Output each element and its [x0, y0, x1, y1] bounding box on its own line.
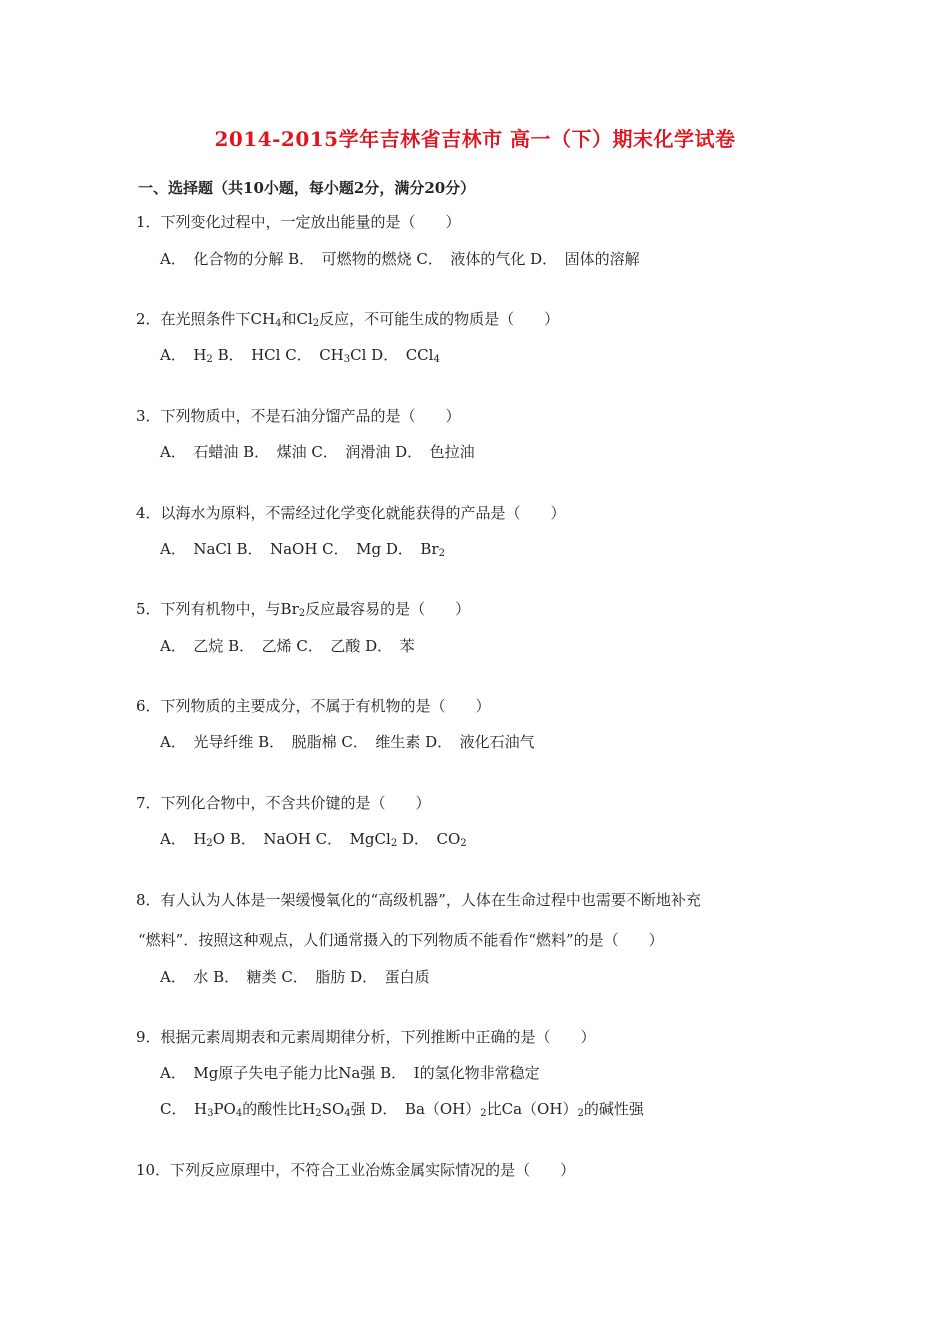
- question-9-options-continued: C． $H_3PO_4$的酸性比$H_2SO_4$强 D． $Ba(OH)_2$比$Ca(OH)_2$的碱性强: [160, 1100, 644, 1119]
- question-5-options: A． 乙烷 B． 乙烯 C． 乙酸 D． 苯: [160, 637, 415, 655]
- page-title: 2014-2015学年吉林省吉林市 高一（下）期末化学试卷: [214, 127, 736, 151]
- question-7-options: A． $H_2O$ B． NaOH C． MgCl$_2$ D． $CO_2$: [160, 830, 467, 849]
- question-3-options: A． 石蜡油 B． 煤油 C． 润滑油 D． 色拉油: [160, 443, 475, 461]
- question-8-stem-continued: “燃料”．按照这种观点，人们通常摄入的下列物质不能看作“燃料”的是（ ）: [138, 931, 664, 949]
- question-6-stem: 6．下列物质的主要成分，不属于有机物的是（ ）: [136, 697, 491, 715]
- question-4-options: A． NaCl B． NaOH C． Mg D． $Br_2$: [160, 540, 445, 559]
- question-1-options: A． 化合物的分解 B． 可燃物的燃烧 C． 液体的气化 D． 固体的溶解: [160, 250, 640, 268]
- question-10-stem: 10．下列反应原理中，不符合工业冶炼金属实际情况的是（ ）: [136, 1161, 576, 1179]
- question-9-stem: 9．根据元素周期表和元素周期律分析，下列推断中正确的是（ ）: [136, 1028, 596, 1046]
- question-7-stem: 7．下列化合物中，不含共价键的是（ ）: [136, 794, 431, 812]
- section-heading: 一、选择题（共10小题，每小题2分，满分20分）: [138, 179, 476, 197]
- question-5-stem: 5．下列有机物中，与$Br_2$反应最容易的是（ ）: [136, 600, 471, 619]
- question-8-options: A． 水 B． 糖类 C． 脂肪 D． 蛋白质: [160, 968, 430, 986]
- question-3-stem: 3．下列物质中，不是石油分馏产品的是（ ）: [136, 407, 461, 425]
- question-1-stem: 1．下列变化过程中，一定放出能量的是（ ）: [136, 213, 461, 231]
- question-8-stem: 8．有人认为人体是一架缓慢氧化的“高级机器”，人体在生命过程中也需要不断地补充: [136, 891, 701, 909]
- question-9-options: A． Mg原子失电子能力比Na强 B． I的氢化物非常稳定: [160, 1064, 540, 1082]
- question-2-options: A． $H_2$ B． HCl C． $CH_3Cl$ D． CCl$_4$: [160, 346, 440, 365]
- question-6-options: A． 光导纤维 B． 脱脂棉 C． 维生素 D． 液化石油气: [160, 733, 535, 751]
- question-4-stem: 4．以海水为原料，不需经过化学变化就能获得的产品是（ ）: [136, 504, 566, 522]
- question-2-stem: 2．在光照条件下$CH_4$和$Cl_2$反应，不可能生成的物质是（ ）: [136, 310, 560, 329]
